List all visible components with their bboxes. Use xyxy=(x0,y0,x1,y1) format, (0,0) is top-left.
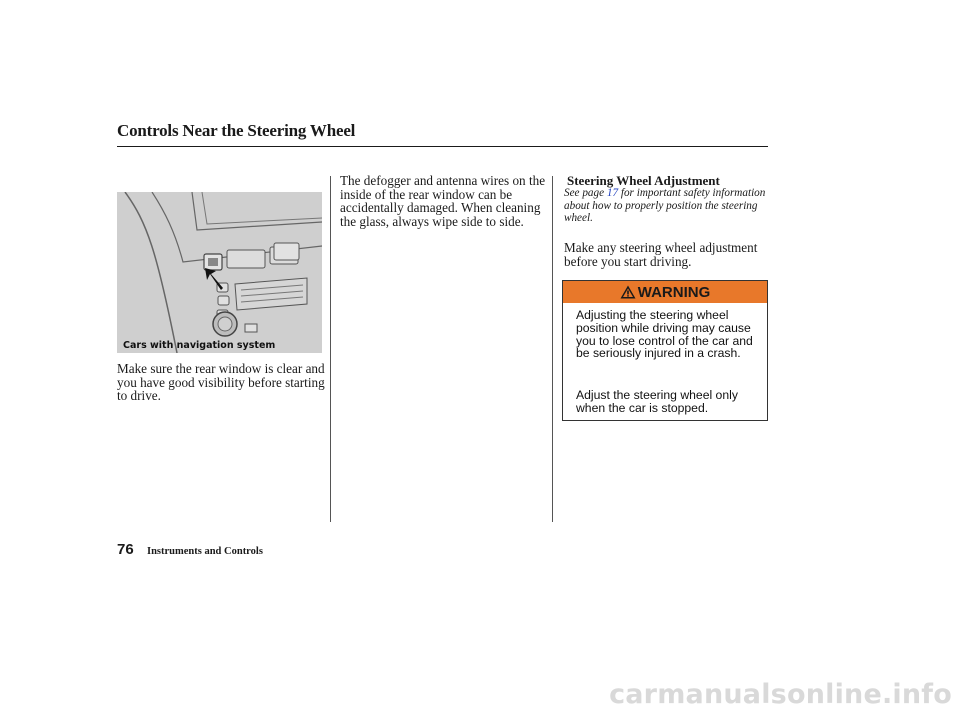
see-page-note xyxy=(564,187,774,225)
column-divider-right xyxy=(552,176,553,522)
page-17-link[interactable]: 17 xyxy=(606,187,619,199)
warning-text-1: Adjusting the steering wheel position while driving may cause you to lose control of the car and be seriously injured in a crash. xyxy=(576,308,753,361)
footer-section-label: Instruments and Controls xyxy=(147,546,263,557)
steering-adjustment-heading: Steering Wheel Adjustment xyxy=(567,173,720,188)
warning-triangle-icon xyxy=(620,285,636,299)
warning-box xyxy=(562,280,768,421)
defogger-paragraph: The defogger and antenna wires on the inside of the rear window can be accidentally damaged. When cleaning the glass, always wipe side to side. xyxy=(340,173,546,229)
watermark: carmanualsonline.info xyxy=(609,679,952,710)
page-number: 76 xyxy=(117,541,134,558)
warning-text-2: Adjust the steering wheel only when the car is stopped. xyxy=(576,388,738,415)
dashboard-illustration xyxy=(117,192,322,353)
warning-banner xyxy=(563,281,767,303)
title-divider xyxy=(117,146,768,147)
adjustment-paragraph: Make any steering wheel adjustment before you start driving. xyxy=(564,240,758,269)
column-divider-left xyxy=(330,176,331,522)
rear-defogger-button-drawing xyxy=(117,192,322,353)
warning-label: WARNING xyxy=(637,283,711,301)
rear-window-paragraph: Make sure the rear window is clear and you have good visibility before starting to drive. xyxy=(117,361,325,404)
illustration-caption: Cars with navigation system xyxy=(123,340,276,351)
see-page-suffix: for important safety information about how to properly position the steering wheel. xyxy=(564,187,766,224)
section-title: Controls Near the Steering Wheel xyxy=(117,121,356,140)
see-page-prefix: See page xyxy=(564,187,605,199)
